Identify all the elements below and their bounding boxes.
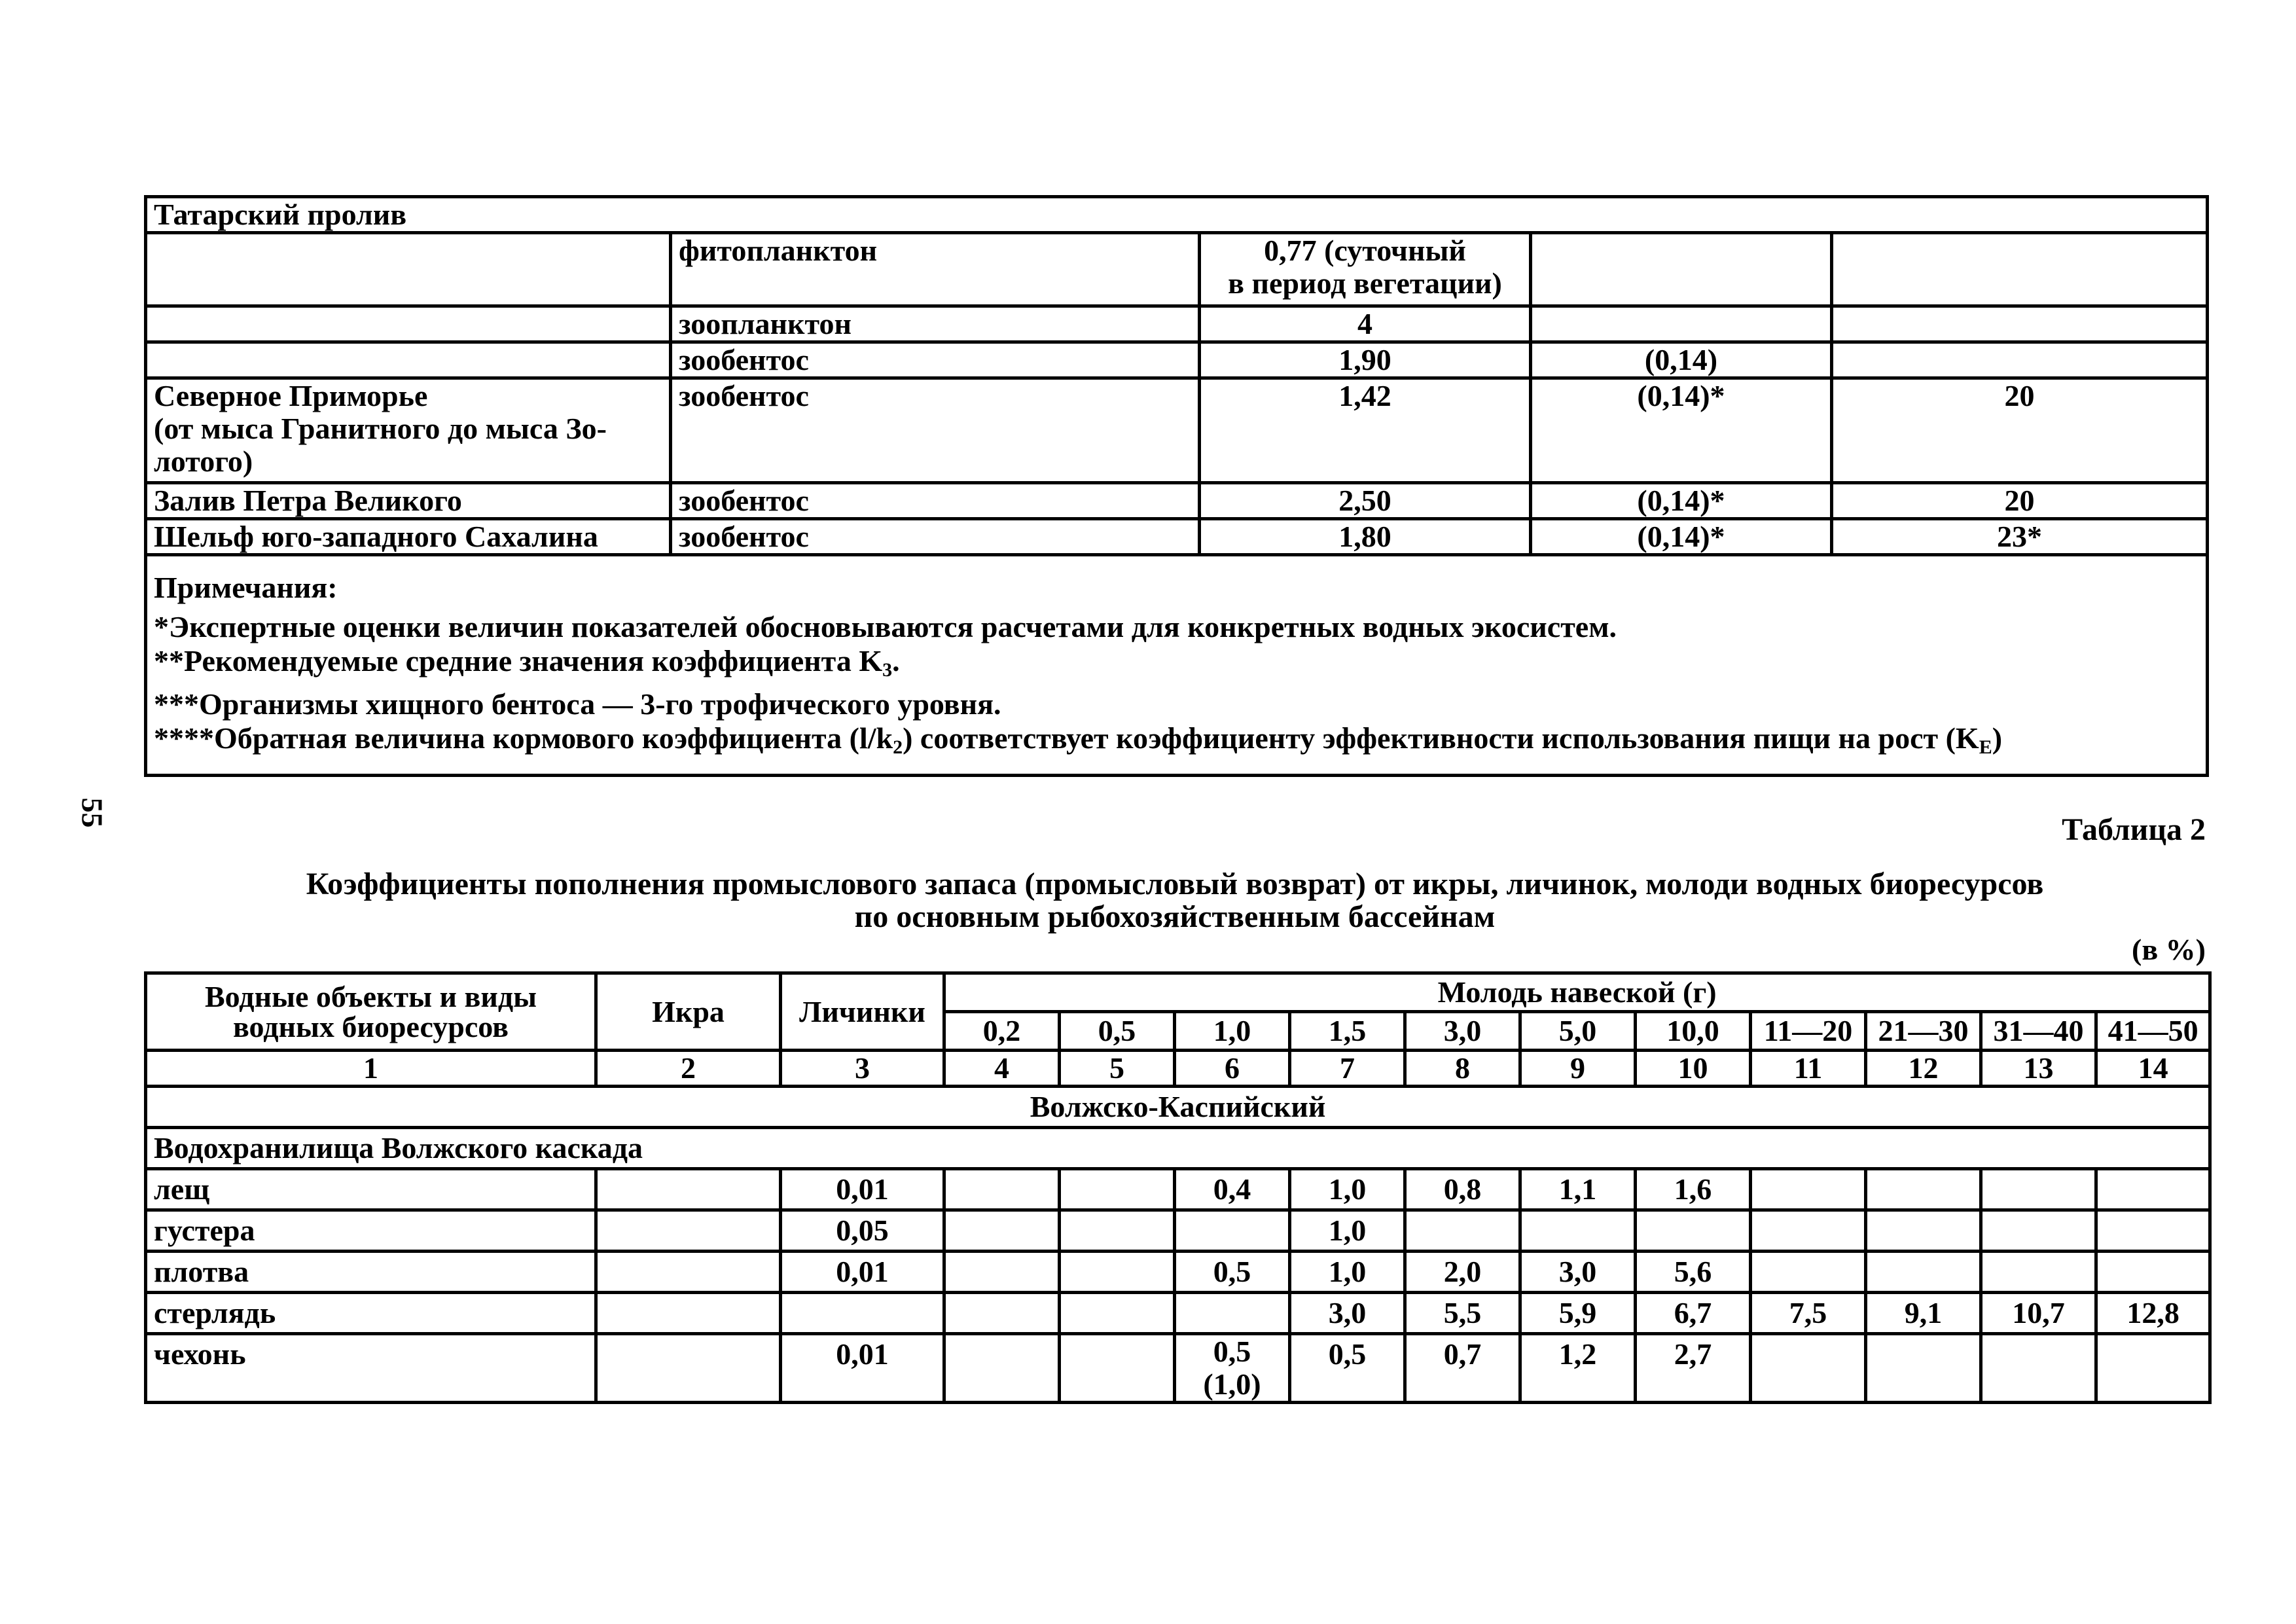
organism-cell: фитопланктон — [671, 233, 1200, 306]
value-cell — [944, 1334, 1060, 1403]
notes-cell — [146, 555, 2208, 776]
area-line2: (от мыса Гранитного до мыса Зо- — [154, 412, 607, 445]
value-cell — [1060, 1252, 1175, 1293]
value-cell — [1175, 1334, 1290, 1403]
note-2-tail: . — [892, 644, 900, 677]
value-cell — [596, 1252, 781, 1293]
table-row — [146, 483, 2208, 519]
value-line1: 0,5 — [1213, 1335, 1251, 1368]
value-cell — [1060, 1293, 1175, 1334]
fry-header: Молодь навеской (г) — [944, 973, 2210, 1012]
table-row — [146, 233, 2208, 306]
value-cell — [1636, 1210, 1751, 1252]
table-row — [146, 342, 2208, 378]
value-cell: 0,5 — [1175, 1252, 1290, 1293]
area-line3: лотого) — [154, 444, 253, 478]
value-cell — [944, 1210, 1060, 1252]
column-number: 6 — [1175, 1051, 1290, 1087]
value-cell — [596, 1210, 781, 1252]
value-cell — [944, 1169, 1060, 1210]
page-number: 55 — [75, 797, 109, 828]
area-cell — [146, 342, 671, 378]
organism-cell: зообентос — [671, 483, 1200, 519]
weight-header: 0,5 — [1060, 1012, 1175, 1051]
column-number: 9 — [1520, 1051, 1636, 1087]
table-row — [146, 1334, 2210, 1403]
note-4-mid: ) соответствует коэффициенту эффективности использования пищи на рост (K — [903, 721, 1979, 755]
value-cell: 1,90 — [1200, 342, 1531, 378]
extra-cell: 20 — [1832, 378, 2208, 483]
extra-cell — [1832, 342, 2208, 378]
coef-cell — [1531, 306, 1832, 342]
units-label: (в %) — [2132, 933, 2206, 966]
area-cell: Залив Петра Великого — [146, 483, 671, 519]
value-cell — [1866, 1334, 1981, 1403]
value-cell — [1751, 1169, 1866, 1210]
value-cell — [2096, 1334, 2210, 1403]
note-1: *Экспертные оценки величин показателей обосновываются расчетами для конкретных водных экосистем. — [154, 610, 1617, 643]
objects-header-line1: Водные объекты и виды — [204, 979, 537, 1013]
column-number: 10 — [1636, 1051, 1751, 1087]
value-cell — [1520, 1210, 1636, 1252]
table-row — [146, 197, 2208, 233]
value-cell: 10,7 — [1981, 1293, 2096, 1334]
objects-header — [146, 973, 596, 1051]
value-cell: 6,7 — [1636, 1293, 1751, 1334]
column-number: 3 — [781, 1051, 944, 1087]
area-cell: Шельф юго-западного Сахалина — [146, 519, 671, 555]
basin-heading: Волжско-Каспийский — [146, 1087, 2210, 1128]
value-cell: 1,0 — [1290, 1169, 1405, 1210]
organism-cell: зообентос — [671, 519, 1200, 555]
note-4-tail: ) — [1992, 721, 2003, 755]
value-cell: 0,01 — [781, 1334, 944, 1403]
value-cell: 0,01 — [781, 1252, 944, 1293]
note-4-sub2: E — [1979, 736, 1992, 758]
note-4 — [154, 721, 2199, 765]
value-cell — [2096, 1252, 2210, 1293]
value-cell: 1,0 — [1290, 1252, 1405, 1293]
caption-line2: по основным рыбохозяйственным бассейнам — [854, 899, 1496, 934]
roe-header: Икра — [596, 973, 781, 1051]
column-number: 2 — [596, 1051, 781, 1087]
recruitment-table — [144, 971, 2212, 1404]
value-cell: 1,6 — [1636, 1169, 1751, 1210]
subregion-row — [146, 1128, 2210, 1169]
species-cell: стерлядь — [146, 1293, 596, 1334]
column-numbers-row — [146, 1051, 2210, 1087]
value-line2: (1,0) — [1203, 1367, 1261, 1401]
value-cell: 2,0 — [1405, 1252, 1520, 1293]
extra-cell: 20 — [1832, 483, 2208, 519]
table-row — [146, 378, 2208, 483]
note-4-text: ****Обратная величина кормового коэффициента (l/k — [154, 721, 893, 755]
weight-header: 0,2 — [944, 1012, 1060, 1051]
value-cell — [1981, 1334, 2096, 1403]
table-row — [146, 1293, 2210, 1334]
region-heading: Татарский пролив — [146, 197, 2208, 233]
note-3: ***Организмы хищного бентоса — 3-го трофического уровня. — [154, 687, 1001, 721]
column-number: 7 — [1290, 1051, 1405, 1087]
coef-cell: (0,14)* — [1531, 483, 1832, 519]
value-cell: 3,0 — [1520, 1252, 1636, 1293]
value-cell — [596, 1334, 781, 1403]
value-cell — [1751, 1252, 1866, 1293]
value-cell — [1866, 1169, 1981, 1210]
area-cell — [146, 306, 671, 342]
extra-cell — [1832, 233, 2208, 306]
column-number: 13 — [1981, 1051, 2096, 1087]
value-cell — [944, 1293, 1060, 1334]
weight-header: 1,5 — [1290, 1012, 1405, 1051]
value-cell — [1175, 1293, 1290, 1334]
table-row — [146, 1169, 2210, 1210]
value-cell — [781, 1293, 944, 1334]
table-caption — [144, 868, 2206, 933]
value-cell — [1981, 1169, 2096, 1210]
value-cell: 2,50 — [1200, 483, 1531, 519]
note-2 — [154, 644, 2199, 687]
species-cell: густера — [146, 1210, 596, 1252]
value-cell: 5,5 — [1405, 1293, 1520, 1334]
value-cell: 0,4 — [1175, 1169, 1290, 1210]
value-cell: 9,1 — [1866, 1293, 1981, 1334]
value-cell — [596, 1293, 781, 1334]
table-label: Таблица 2 — [2062, 812, 2206, 847]
value-cell — [1060, 1334, 1175, 1403]
value-cell: 0,05 — [781, 1210, 944, 1252]
note-2-text: **Рекомендуемые средние значения коэффициента K — [154, 644, 883, 677]
species-cell: чехонь — [146, 1334, 596, 1403]
weight-header: 11—20 — [1751, 1012, 1866, 1051]
coef-cell — [1531, 233, 1832, 306]
column-number: 1 — [146, 1051, 596, 1087]
weight-header: 41—50 — [2096, 1012, 2210, 1051]
header-row — [146, 973, 2210, 1012]
value-cell — [1866, 1210, 1981, 1252]
column-number: 8 — [1405, 1051, 1520, 1087]
note-4-sub: 2 — [893, 736, 903, 758]
organisms-table — [144, 195, 2209, 777]
weight-header: 5,0 — [1520, 1012, 1636, 1051]
area-line1: Северное Приморье — [154, 379, 428, 412]
weight-header: 31—40 — [1981, 1012, 2096, 1051]
value-cell — [2096, 1210, 2210, 1252]
value-cell: 1,2 — [1520, 1334, 1636, 1403]
value-cell: 5,6 — [1636, 1252, 1751, 1293]
species-cell: лещ — [146, 1169, 596, 1210]
table-row — [146, 555, 2208, 776]
value-cell — [1981, 1252, 2096, 1293]
weight-header: 21—30 — [1866, 1012, 1981, 1051]
value-cell: 0,5 — [1290, 1334, 1405, 1403]
basin-row — [146, 1087, 2210, 1128]
value-cell: 12,8 — [2096, 1293, 2210, 1334]
value-cell: 1,1 — [1520, 1169, 1636, 1210]
table-row — [146, 1210, 2210, 1252]
value-cell: 4 — [1200, 306, 1531, 342]
value-cell — [1751, 1210, 1866, 1252]
value-line2: в период вегетации) — [1228, 266, 1502, 300]
value-cell — [2096, 1169, 2210, 1210]
coef-cell: (0,14) — [1531, 342, 1832, 378]
caption-line1: Коэффициенты пополнения промыслового запаса (промысловый возврат) от икры, личинок, молоди водных биоресурсов — [306, 867, 2044, 901]
weight-header: 1,0 — [1175, 1012, 1290, 1051]
coef-cell: (0,14)* — [1531, 378, 1832, 483]
organism-cell: зообентос — [671, 342, 1200, 378]
table-row — [146, 519, 2208, 555]
table-row — [146, 306, 2208, 342]
column-number: 5 — [1060, 1051, 1175, 1087]
value-cell: 3,0 — [1290, 1293, 1405, 1334]
organism-cell: зообентос — [671, 378, 1200, 483]
extra-cell: 23* — [1832, 519, 2208, 555]
value-cell: 2,7 — [1636, 1334, 1751, 1403]
area-cell — [146, 378, 671, 483]
column-number: 11 — [1751, 1051, 1866, 1087]
note-2-sub: 3 — [882, 659, 893, 681]
value-cell — [1200, 233, 1531, 306]
value-cell: 7,5 — [1751, 1293, 1866, 1334]
value-line1: 0,77 (суточный — [1264, 234, 1466, 267]
value-cell — [1405, 1210, 1520, 1252]
value-cell — [1060, 1210, 1175, 1252]
value-cell: 1,80 — [1200, 519, 1531, 555]
value-cell — [596, 1169, 781, 1210]
value-cell — [1981, 1210, 2096, 1252]
column-number: 4 — [944, 1051, 1060, 1087]
value-cell: 0,7 — [1405, 1334, 1520, 1403]
value-cell — [944, 1252, 1060, 1293]
notes-title: Примечания: — [154, 571, 338, 604]
area-cell — [146, 233, 671, 306]
value-cell — [1866, 1252, 1981, 1293]
species-cell: плотва — [146, 1252, 596, 1293]
objects-header-line2: водных биоресурсов — [233, 1009, 509, 1043]
extra-cell — [1832, 306, 2208, 342]
weight-header: 10,0 — [1636, 1012, 1751, 1051]
value-cell — [1175, 1210, 1290, 1252]
organism-cell: зоопланктон — [671, 306, 1200, 342]
weight-header: 3,0 — [1405, 1012, 1520, 1051]
table-row — [146, 1252, 2210, 1293]
value-cell: 0,8 — [1405, 1169, 1520, 1210]
value-cell: 5,9 — [1520, 1293, 1636, 1334]
coef-cell: (0,14)* — [1531, 519, 1832, 555]
value-cell — [1751, 1334, 1866, 1403]
value-cell: 0,01 — [781, 1169, 944, 1210]
species-rows — [146, 1169, 2210, 1403]
value-cell — [1060, 1169, 1175, 1210]
value-cell: 1,0 — [1290, 1210, 1405, 1252]
larvae-header: Личинки — [781, 973, 944, 1051]
column-number: 14 — [2096, 1051, 2210, 1087]
value-cell: 1,42 — [1200, 378, 1531, 483]
subregion-heading: Водохранилища Волжского каскада — [146, 1128, 2210, 1169]
column-number: 12 — [1866, 1051, 1981, 1087]
